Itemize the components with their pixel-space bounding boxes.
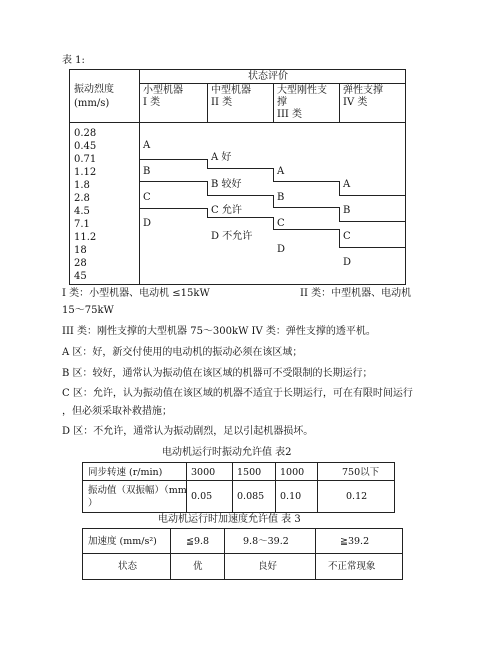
speed-value: 28 bbox=[74, 258, 87, 269]
table3-cell: 良好 bbox=[258, 561, 278, 572]
note-zone-A: A 区：好，新交付使用的电动机的振动必须在该区域； bbox=[62, 347, 303, 358]
col0-header-line1: 振动烈度 bbox=[74, 84, 114, 95]
table2-title: 电动机运行时振动允许值 表2 bbox=[162, 447, 292, 458]
table3-cell: 不正常现象 bbox=[328, 561, 376, 572]
table1-caption: 表 1: bbox=[62, 55, 85, 66]
zone-label-c4-D: D bbox=[343, 257, 352, 268]
table2-cell: 0.085 bbox=[237, 491, 265, 502]
table2-cell: 750以下 bbox=[342, 467, 380, 478]
note-class-line1: I 类：小型机器、电动机 ≤15kW bbox=[62, 288, 210, 299]
speed-value: 45 bbox=[74, 271, 87, 282]
table3-title: 电动机运行时加速度允许值 表 3 bbox=[158, 514, 301, 525]
header-group-label: 状态评价 bbox=[248, 71, 288, 82]
zone-label-c4-A: A bbox=[343, 179, 351, 190]
table2-header-vibration: 振动值（双振幅）（mm bbox=[88, 485, 187, 496]
speed-value: 0.71 bbox=[74, 154, 97, 165]
table3-cell: 9.8～39.2 bbox=[243, 536, 289, 547]
zone-label-c2-A: A 好 bbox=[211, 152, 232, 163]
note-class-line2: 15～75kW bbox=[62, 305, 114, 316]
speed-value: 1.12 bbox=[74, 167, 97, 178]
table2-cell: 0.10 bbox=[280, 491, 302, 502]
zone-label-c4-C: C bbox=[343, 231, 351, 242]
zone-label-c1-D: D bbox=[143, 218, 152, 229]
col2-header-line2: II 类 bbox=[211, 97, 233, 108]
zone-line-BC bbox=[140, 182, 406, 222]
zone-label-c3-A: A bbox=[277, 166, 285, 177]
note-class-line3: III 类：刚性支撑的大型机器 75～300kW IV 类：弹性支撑的透平机。 bbox=[62, 326, 376, 337]
speed-value: 0.45 bbox=[74, 141, 97, 152]
table3-header-accel: 加速度 (mm/s²) bbox=[88, 536, 157, 547]
speed-value: 11.2 bbox=[74, 232, 97, 243]
speed-value: 7.1 bbox=[74, 219, 90, 230]
table2-header-vibration-cont: ） bbox=[88, 498, 98, 509]
table2-header-speed: 同步转速 (r/min) bbox=[88, 467, 163, 478]
zone-label-c3-C: C bbox=[277, 218, 285, 229]
note-class-line1b: II 类：中型机器、电动机 bbox=[300, 288, 412, 299]
note-zone-C-line2: ，但必须采取补救措施； bbox=[62, 406, 172, 417]
zone-label-c2-D: D 不允许 bbox=[211, 231, 253, 242]
table2-cell: 1500 bbox=[237, 467, 262, 478]
note-zone-D: D 区：不允许，通常认为振动剧烈，足以引起机器损坏。 bbox=[62, 426, 314, 437]
table2-cell: 1000 bbox=[280, 467, 305, 478]
zone-label-c1-A: A bbox=[143, 140, 151, 151]
speed-value: 4.5 bbox=[74, 206, 90, 217]
col3-header-line1: 大型刚性支 bbox=[277, 85, 327, 96]
table2-cell: 3000 bbox=[191, 467, 216, 478]
table2-cell: 0.05 bbox=[191, 491, 213, 502]
speed-value: 1.8 bbox=[74, 180, 90, 191]
zone-label-c4-B: B bbox=[343, 205, 351, 216]
table2-cell: 0.12 bbox=[346, 491, 368, 502]
zone-label-c1-B: B bbox=[143, 166, 151, 177]
zone-line-CD bbox=[140, 209, 406, 248]
speed-value: 0.28 bbox=[74, 128, 97, 139]
col3-header-line3: III 类 bbox=[277, 109, 303, 120]
table3-cell: ≧39.2 bbox=[340, 536, 370, 547]
col0-header-line2: (mm/s) bbox=[74, 98, 110, 109]
col1-header-line1: 小型机器 bbox=[143, 85, 183, 96]
table3-header-state: 状态 bbox=[118, 561, 138, 572]
col3-header-line2: 撑 bbox=[277, 97, 287, 108]
col4-header-line2: IV 类 bbox=[343, 97, 368, 108]
table3-cell: 优 bbox=[193, 561, 203, 572]
note-zone-C-line1: C 区：允许，认为振动值在该区域的机器不适宜于长期运行，可在有限时间运行 bbox=[62, 388, 413, 399]
note-zone-B: B 区：较好，通常认为振动值在该区域的机器可不受限制的长期运行； bbox=[62, 368, 373, 379]
col4-header-line1: 弹性支撑 bbox=[343, 85, 383, 96]
zone-label-c3-B: B bbox=[277, 192, 285, 203]
speed-value: 2.8 bbox=[74, 193, 90, 204]
table3-cell: ≦9.8 bbox=[186, 536, 210, 547]
zone-line-AB bbox=[140, 160, 406, 196]
zone-label-c3-D: D bbox=[277, 244, 286, 255]
zone-label-c1-C: C bbox=[143, 192, 151, 203]
zone-label-c2-B: B 较好 bbox=[211, 179, 242, 190]
speed-value: 18 bbox=[74, 245, 87, 256]
zone-label-c2-C: C 允许 bbox=[211, 205, 242, 216]
col1-header-line2: I 类 bbox=[143, 97, 161, 108]
col2-header-line1: 中型机器 bbox=[211, 85, 251, 96]
